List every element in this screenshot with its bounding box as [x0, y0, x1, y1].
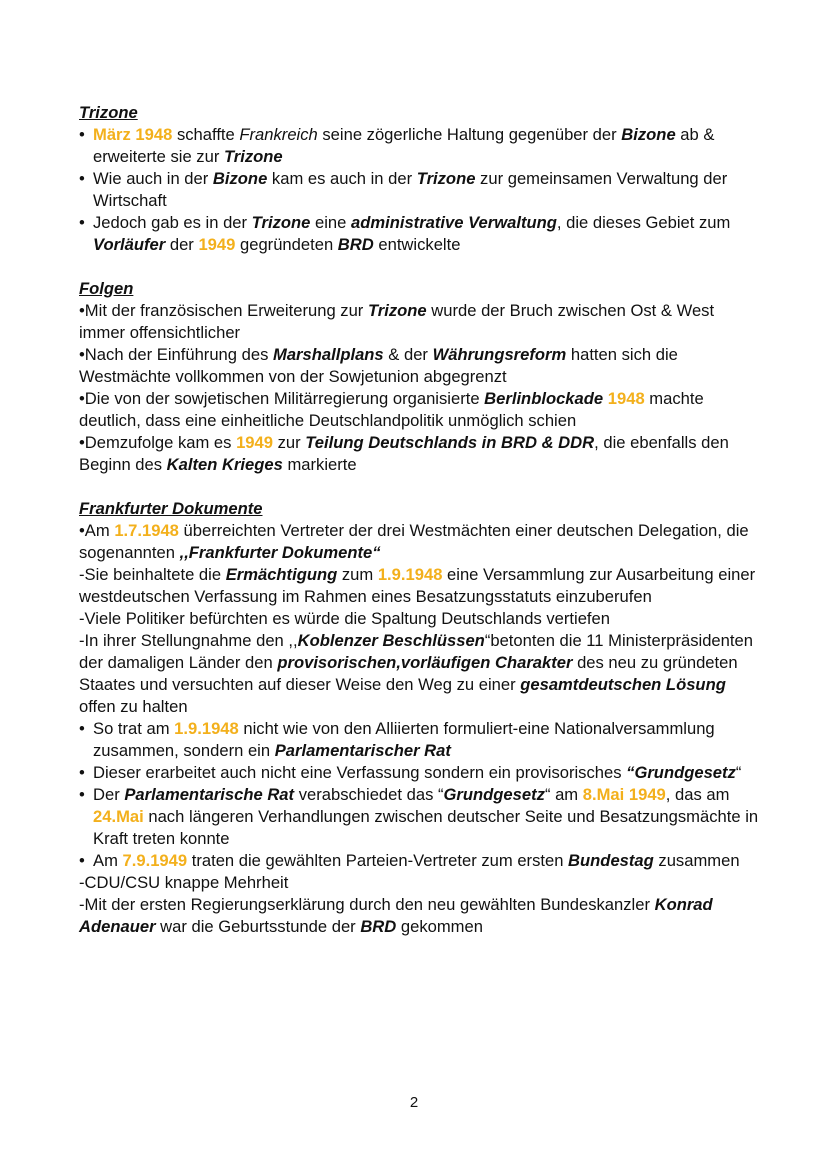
- page-number: 2: [409, 1094, 419, 1111]
- frankfurt-paragraph-5: -CDU/CSU knappe Mehrheit: [79, 873, 289, 892]
- section-trizone: [79, 102, 759, 256]
- document-page: [79, 102, 759, 938]
- frankfurt-paragraph-4: -In ihrer Stellungnahme den ,,Koblenzer Beschlüssen“betonten die 11 Ministerpräsidenten der damaligen Länder den provisorischen,vorläufigen Charakter des neu zu gründeten Staates und versuchten auf dieser Weise den Weg zu einer gesamtdeutschen Lösung offen zu halten: [79, 631, 753, 716]
- folgen-paragraph-2: •Nach der Einführung des Marshallplans & der Währungsreform hatten sich die Westmächte vollkommen von der Sowjetunion abgegrenzt: [79, 345, 678, 386]
- frankfurt-paragraph-6: -Mit der ersten Regierungserklärung durch den neu gewählten Bundeskanzler Konrad Adenauer war die Geburtsstunde der BRD gekommen: [79, 895, 713, 936]
- section-frankfurter-dokumente: [79, 498, 759, 938]
- frankfurt-bullet-list: [79, 718, 759, 872]
- frankfurt-paragraph-1: •Am 1.7.1948 überreichten Vertreter der drei Westmächten einer deutschen Delegation, die sogenannten ,,Frankfurter Dokumente“: [79, 521, 749, 562]
- folgen-paragraph-4: •Demzufolge kam es 1949 zur Teilung Deutschlands in BRD & DDR, die ebenfalls den Beginn des Kalten Krieges markierte: [79, 433, 729, 474]
- heading-trizone: Trizone: [79, 103, 138, 122]
- frankfurt-bullet-3: • Der Parlamentarische Rat verabschiedet das “Grundgesetz“ am 8.Mai 1949, das am 24.Mai nach längeren Verhandlungen zwischen deutscher Seite und Besatzungsmächte in Kraft treten konnte: [79, 784, 759, 850]
- trizone-bullet-3: • Jedoch gab es in der Trizone eine administrative Verwaltung, die dieses Gebiet zum Vorläufer der 1949 gegründeten BRD entwickelte: [79, 212, 759, 256]
- trizone-bullet-list: [79, 124, 759, 256]
- folgen-paragraph-1: •Mit der französischen Erweiterung zur Trizone wurde der Bruch zwischen Ost & West immer offensichtlicher: [79, 301, 715, 342]
- trizone-bullet-2: • Wie auch in der Bizone kam es auch in der Trizone zur gemeinsamen Verwaltung der Wirtschaft: [79, 168, 759, 212]
- frankfurt-paragraph-3: -Viele Politiker befürchten es würde die Spaltung Deutschlands vertiefen: [79, 609, 610, 628]
- section-folgen: [79, 278, 759, 476]
- heading-folgen: Folgen: [79, 279, 134, 298]
- folgen-paragraph-3: •Die von der sowjetischen Militärregierung organisierte Berlinblockade 1948 machte deutlich, dass eine einheitliche Deutschlandpolitik unmöglich schien: [79, 389, 704, 430]
- frankfurt-bullet-4: • Am 7.9.1949 traten die gewählten Parteien-Vertreter zum ersten Bundestag zusammen: [79, 850, 759, 872]
- heading-frankfurter-dokumente: Frankfurter Dokumente: [79, 499, 263, 518]
- frankfurt-bullet-2: • Dieser erarbeitet auch nicht eine Verfassung sondern ein provisorisches “Grundgesetz“: [79, 762, 759, 784]
- trizone-bullet-1: • März 1948 schaffte Frankreich seine zögerliche Haltung gegenüber der Bizone ab & erweiterte sie zur Trizone: [79, 124, 759, 168]
- frankfurt-paragraph-2: -Sie beinhaltete die Ermächtigung zum 1.9.1948 eine Versammlung zur Ausarbeitung einer westdeutschen Verfassung im Rahmen eines Besatzungsstatuts einzuberufen: [79, 565, 756, 606]
- frankfurt-bullet-1: • So trat am 1.9.1948 nicht wie von den Alliierten formuliert-eine Nationalversammlung zusammen, sondern ein Parlamentarischer Rat: [79, 718, 759, 762]
